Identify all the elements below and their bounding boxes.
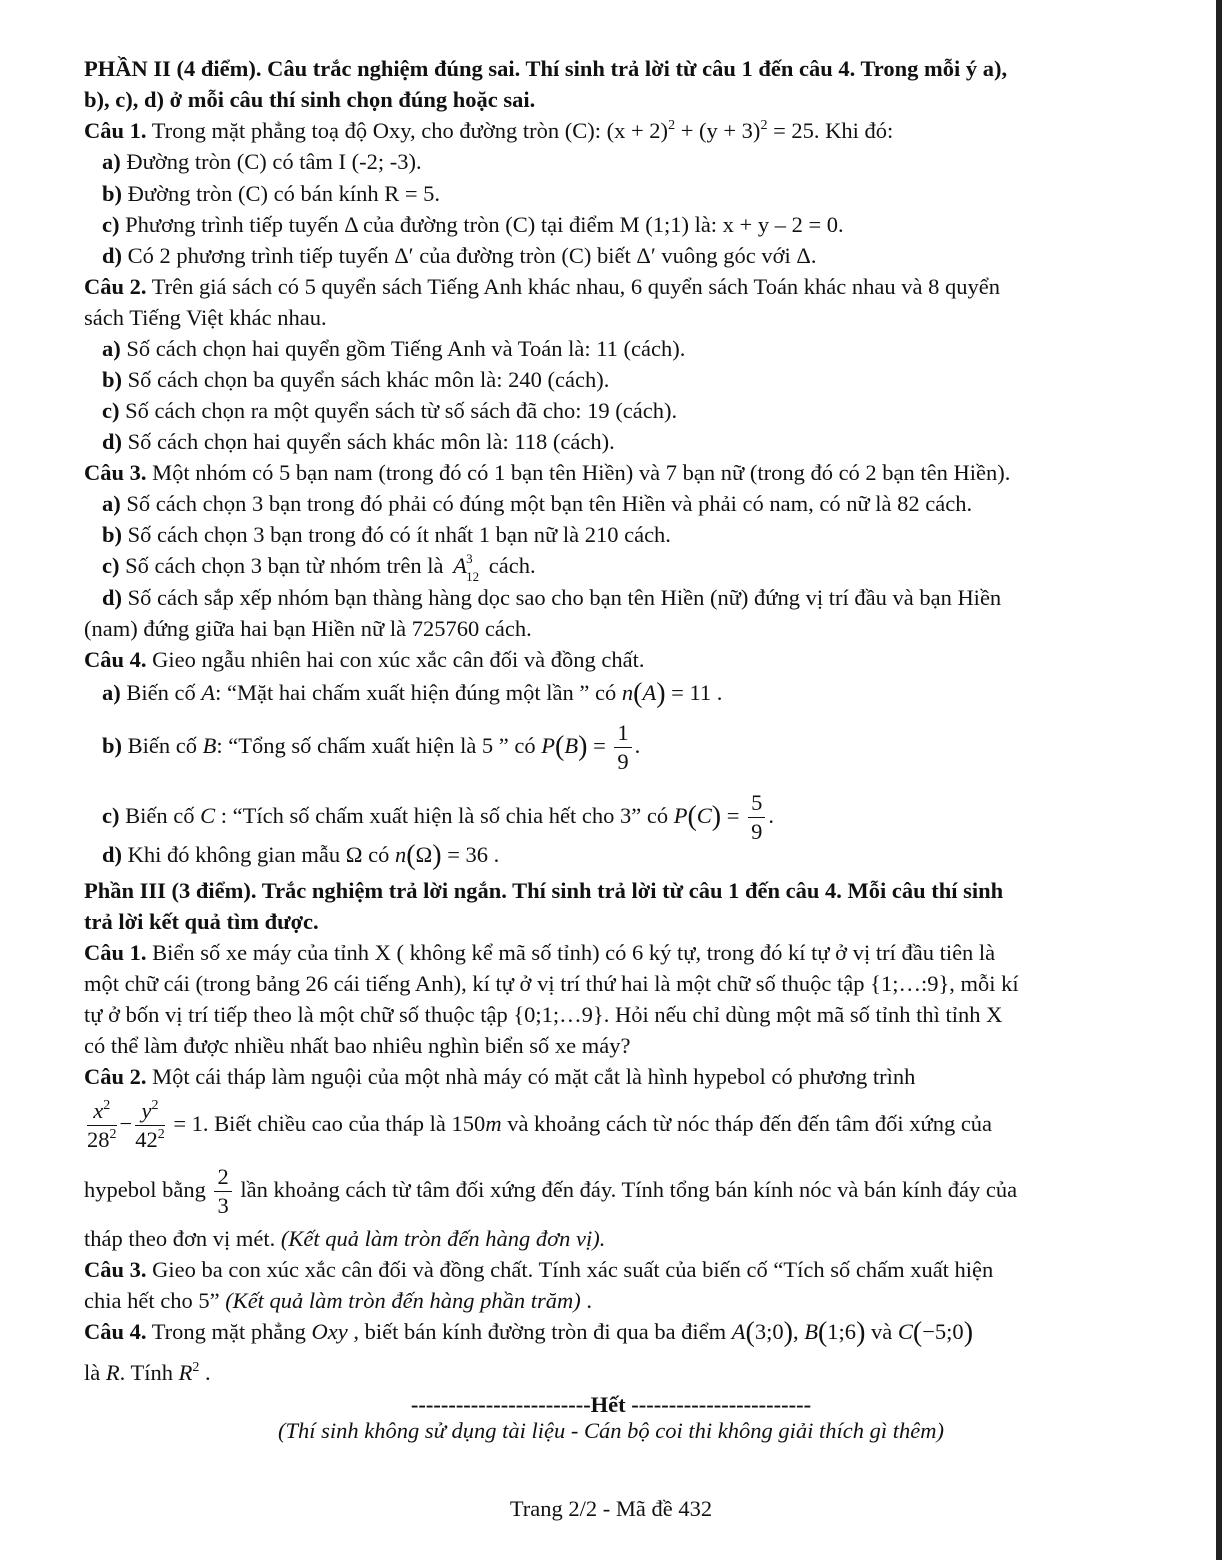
p2-q3-d-l2: (nam) đứng giữa hai bạn Hiền nữ là 725760 cách.	[84, 616, 532, 641]
part3-heading-line1: Phần III (3 điểm). Trắc nghiệm trả lời ngắn. Thí sinh trả lời từ câu 1 đến câu 4. Mỗi câu thí sinh	[84, 878, 1004, 903]
p2-q2-label: Câu 2.	[84, 274, 147, 299]
p3-q4-and: và	[865, 1319, 898, 1344]
p2-q3-b-text: Số cách chọn 3 bạn trong đó có ít nhất 1 bạn nữ là 210 cách.	[122, 522, 671, 547]
p2-q4-d-n: n	[394, 842, 407, 867]
page-info-text: Trang 2/2 - Mã đề 432	[509, 1496, 713, 1521]
p2-q1-d-text: Có 2 phương trình tiếp tuyến Δ′ của đường tròn (C) biết Δ′ vuông góc với Δ.	[122, 243, 817, 268]
p3-q3-l2	[84, 1287, 592, 1314]
p2-q3-a-text: Số cách chọn 3 bạn trong đó phải có đúng một bạn tên Hiền và phải có nam, có nữ là 82 cách.	[120, 491, 973, 516]
p2-q4-b-den: 9	[617, 749, 629, 775]
p2-q3-d-l1: Số cách sắp xếp nhóm bạn thàng hàng dọc sao cho bạn tên Hiền (nữ) đứng vị trí đầu và bạn Hiền	[122, 585, 1002, 610]
p3-q2-text4: tháp theo đơn vị mét.	[84, 1226, 281, 1251]
p2-q4-stem-text: Gieo ngẫu nhiên hai con xúc xắc cân đối và đồng chất.	[146, 647, 645, 672]
p3-q4-pB-c: 1;6	[827, 1319, 857, 1344]
p3-q4-l2-end: .	[199, 1360, 211, 1385]
p2-q2-d-text: Số cách chọn hai quyển sách khác môn là: 118 (cách).	[122, 429, 615, 454]
part2-heading-line1: PHẦN II (4 điểm). Câu trắc nghiệm đúng sai. Thí sinh trả lời từ câu 1 đến câu 4. Trong mỗi ý a),	[84, 56, 1008, 81]
p2-q4-a-n: n	[621, 680, 634, 705]
p3-q2-text3-post: lần khoảng cách từ tâm đối xứng đến đáy. Tính tổng bán kính nóc và bán kính đáy của	[234, 1177, 1018, 1202]
p3-q2-42: 42	[135, 1127, 158, 1153]
p3-q3-text2-italic: (Kết quả làm tròn đến hàng phần trăm)	[225, 1288, 581, 1313]
p2-q1-stem-mid: + (y + 3)	[675, 118, 761, 143]
p2-q1-c-label: c)	[102, 212, 120, 237]
p2-q2-stem-l1: Trên giá sách có 5 quyển sách Tiếng Anh khác nhau, 6 quyển sách Toán khác nhau và 8 quyển	[146, 274, 1000, 299]
p2-q1-b-text: Đường tròn (C) có bán kính R = 5.	[122, 181, 441, 206]
p3-q1-text4: có thể làm được nhiều nhất bao nhiêu nghìn biển số xe máy?	[84, 1033, 631, 1058]
p2-q1-a	[102, 148, 422, 175]
p2-q3-c-post: cách.	[483, 553, 536, 578]
p2-q4-b-num: 1	[614, 719, 631, 748]
p2-q3-c-sub: 12	[466, 569, 480, 584]
p3-q2-y: y	[141, 1098, 152, 1124]
p3-q4-mid: , biết bán kính đường tròn đi qua ba điểm	[347, 1319, 732, 1344]
p2-q4-d-label: d)	[102, 842, 123, 867]
footer-note-text: (Thí sinh không sử dụng tài liệu - Cán bộ coi thi không giải thích gì thêm)	[278, 1418, 944, 1443]
p2-q3-b	[102, 521, 671, 548]
p2-q4-c: c) Biến cố C : “Tích số chấm xuất hiện là số chia hết cho 3” có P(C) = $\frac{5}{9}$ .	[102, 790, 774, 845]
p3-q4-pC-c: −5;0	[922, 1319, 964, 1344]
p3-q3-label: Câu 3.	[84, 1257, 147, 1282]
p2-q4-a: a) Biến cố A: “Mặt hai chấm xuất hiện đúng một lần ” có n(A) = 11 .	[102, 678, 723, 709]
part3-heading-line2: trả lời kết quả tìm được.	[84, 909, 319, 934]
p2-q4-a-label: a)	[102, 680, 121, 705]
p2-q4-d-arg: Ω	[415, 842, 433, 867]
p2-q3-stem-text: Một nhóm có 5 bạn nam (trong đó có 1 bạn tên Hiền) và 7 bạn nữ (trong đó có 2 bạn tên Hiền).	[146, 460, 1011, 485]
p3-q4-label: Câu 4.	[84, 1319, 147, 1344]
p3-q4-l2-mid: . Tính	[119, 1360, 179, 1385]
p3-q2-unit: m	[485, 1111, 502, 1136]
p3-q3-text2-end: .	[580, 1288, 593, 1313]
p2-q2-stem-l2: sách Tiếng Việt khác nhau.	[84, 305, 327, 330]
p3-q2-label: Câu 2.	[84, 1064, 147, 1089]
p2-q4-label: Câu 4.	[84, 647, 147, 672]
p2-q4-b: b) Biến cố B: “Tổng số chấm xuất hiện là 5 ” có P(B) = $\frac{1}{9}$ .	[102, 720, 641, 775]
p2-q3-c-sup: 3	[466, 551, 473, 566]
part3-heading	[84, 877, 1003, 904]
p2-q2-a-label: a)	[102, 336, 121, 361]
p3-q1-text1: Biển số xe máy của tỉnh X ( không kể mã số tỉnh) có 6 ký tự, trong đó kí tự ở vị trí đầu tiên là	[146, 940, 996, 965]
p3-q2-text2: . Biết chiều cao của tháp là 150	[202, 1111, 486, 1136]
p3-q4-R: R	[105, 1360, 120, 1385]
p2-q1-a-label: a)	[102, 149, 121, 174]
p2-q4-d-pre: Khi đó không gian mẫu Ω có	[122, 842, 395, 867]
p2-q1-d-label: d)	[102, 243, 123, 268]
p2-q2-a-text: Số cách chọn hai quyển gồm Tiếng Anh và Toán là: 11 (cách).	[120, 336, 686, 361]
p2-q2-d	[102, 428, 615, 455]
p2-q4-c-fraction	[748, 789, 765, 846]
p2-q2-b-label: b)	[102, 367, 123, 392]
p2-q3-c-label: c)	[102, 553, 120, 578]
p2-q1-label: Câu 1.	[84, 118, 147, 143]
p2-q4-a-var: A	[201, 680, 216, 705]
p2-q3-label: Câu 3.	[84, 460, 147, 485]
p3-q1-l2	[84, 970, 1019, 997]
page-info	[0, 1495, 1222, 1522]
p3-q4-pC: C	[897, 1319, 913, 1344]
p2-q2-c-label: c)	[102, 398, 120, 423]
p2-q3-c	[102, 551, 536, 584]
p3-q1-l3	[84, 1001, 1002, 1028]
page-edge-border	[1216, 0, 1222, 1560]
p2-q1-b	[102, 180, 440, 207]
p2-q4-c-den: 9	[751, 819, 763, 845]
p3-q2-x: x	[93, 1098, 104, 1124]
p3-q2-frac-x: $\frac{x^2}{28^2}$	[87, 1098, 117, 1153]
p2-q2-c-text: Số cách chọn ra một quyển sách từ số sách đã cho: 19 (cách).	[119, 398, 678, 423]
p3-q3-l1	[84, 1256, 993, 1283]
p2-q3-d-label: d)	[102, 585, 123, 610]
p3-q2-frac-23	[214, 1163, 231, 1220]
p2-q4-c-arg: C	[696, 803, 712, 828]
p2-q2-stem-cont	[84, 304, 327, 331]
p2-q4-b-arg: B	[564, 733, 579, 758]
p3-q1-l1	[84, 939, 995, 966]
p2-q4-c-label: c)	[102, 803, 120, 828]
p2-q1-c	[102, 211, 844, 238]
p3-q2-3: 3	[217, 1193, 229, 1219]
p3-q1-l4	[84, 1032, 630, 1059]
p3-q4-pB: B	[804, 1319, 818, 1344]
p2-q2-b-text: Số cách chọn ba quyển sách khác môn là: 240 (cách).	[122, 367, 610, 392]
p2-q3-b-label: b)	[102, 522, 123, 547]
p3-q2-l3	[84, 1160, 1017, 1220]
p2-q4-c-var: C	[200, 803, 216, 828]
p2-q2-stem	[84, 273, 1000, 300]
p3-q4-pA: A	[731, 1319, 746, 1344]
p3-q2-text2-end: và khoảng cách từ nóc tháp đến đến tâm đối xứng của	[501, 1111, 993, 1136]
p3-q2-2: 2	[214, 1163, 231, 1192]
part2-heading-cont	[84, 86, 535, 113]
p2-q3-c-pre: Số cách chọn 3 bạn từ nhóm trên là	[119, 553, 444, 578]
p3-q4-l2-pre: là	[84, 1360, 106, 1385]
p2-q4-b-var: B	[202, 733, 217, 758]
p2-q1-sq2: 2	[760, 118, 768, 133]
p3-q4-pre: Trong mặt phẳng	[146, 1319, 312, 1344]
p2-q1-a-text: Đường tròn (C) có tâm I (-2; -3).	[120, 149, 422, 174]
end-marker-text: ------------------------Hết ------------------------	[410, 1392, 812, 1417]
p3-q4-oxy: Oxy	[311, 1319, 348, 1344]
footer-note	[0, 1417, 1222, 1444]
p2-q4-b-pre: Biến cố	[122, 733, 203, 758]
p2-q2-d-label: d)	[102, 429, 123, 454]
p2-q4-b-label: b)	[102, 733, 123, 758]
p2-q4-c-pre: Biến cố	[119, 803, 201, 828]
p2-q4-b-fraction	[614, 719, 631, 776]
part2-heading	[84, 55, 1007, 82]
p3-q4-l1: Câu 4. Trong mặt phẳng Oxy , biết bán kính đường tròn đi qua ba điểm A(3;0), B(1;6) và C(−5;0)	[84, 1317, 974, 1348]
p2-q3-stem	[84, 459, 1010, 486]
p2-q4-a-arg: A	[642, 680, 657, 705]
p2-q1-d	[102, 242, 817, 269]
p2-q4-a-val: = 11 .	[665, 680, 723, 705]
p2-q4-a-pre: Biến cố	[120, 680, 202, 705]
end-marker	[0, 1391, 1222, 1418]
p2-q1-stem	[84, 117, 893, 144]
p3-q4-l2: là R. Tính $R^2$ .	[84, 1360, 211, 1385]
p2-q3-a-label: a)	[102, 491, 121, 516]
p3-q1-text2: một chữ cái (trong bảng 26 cái tiếng Anh), kí tự ở vị trí thứ hai là một chữ số thuộc tập {1;…:9}, mỗi kí	[84, 971, 1019, 996]
p2-q4-c-P: P	[673, 803, 688, 828]
p2-q4-b-P: P	[541, 733, 556, 758]
p2-q1-c-text: Phương trình tiếp tuyến Δ của đường tròn (C) tại điểm M (1;1) là: x + y – 2 = 0.	[119, 212, 844, 237]
p3-q4-pA-c: 3;0	[754, 1319, 784, 1344]
p3-q2-text4-italic: (Kết quả làm tròn đến hàng đơn vị).	[280, 1226, 606, 1251]
p2-q3-d-cont	[84, 615, 532, 642]
part3-heading-cont	[84, 908, 319, 935]
p2-q3-d	[102, 584, 1001, 611]
p3-q2-frac-y: $\frac{y^2}{42^2}$	[135, 1098, 165, 1153]
p2-q4-a-mid: : “Mặt hai chấm xuất hiện đúng một lần ” có	[215, 680, 622, 705]
p3-q2-text1: Một cái tháp làm nguội của một nhà máy có mặt cắt là hình hypebol có phương trình	[146, 1064, 916, 1089]
p2-q3-c-A: A	[453, 553, 467, 578]
p2-q4-b-mid: : “Tổng số chấm xuất hiện là 5 ” có	[216, 733, 542, 758]
p3-q3-text2: chia hết cho 5”	[84, 1288, 226, 1313]
p2-q1-b-label: b)	[102, 181, 123, 206]
p2-q4-c-num: 5	[748, 789, 765, 818]
p2-q1-stem-text: Trong mặt phẳng toạ độ Oxy, cho đường tròn (C): (x + 2)	[146, 118, 669, 143]
p3-q1-text3: tự ở bốn vị trí tiếp theo là một chữ số thuộc tập {0;1;…9}. Hỏi nếu chỉ dùng một mã số tỉnh thì tỉnh X	[84, 1002, 1003, 1027]
p3-q2-l4	[84, 1225, 605, 1252]
p2-q3-a	[102, 490, 972, 517]
p3-q2-text3-pre: hypebol bằng	[84, 1177, 206, 1202]
p2-q1-stem-end: = 25. Khi đó:	[767, 118, 894, 143]
p2-q4-stem	[84, 646, 644, 673]
p3-q2-l1	[84, 1063, 915, 1090]
p2-q2-b	[102, 366, 609, 393]
p3-q2-28: 28	[87, 1127, 110, 1153]
part2-heading-line2: b), c), d) ở mỗi câu thí sinh chọn đúng hoặc sai.	[84, 87, 536, 112]
p2-q4-c-mid: : “Tích số chấm xuất hiện là số chia hết cho 3” có	[215, 803, 674, 828]
p2-q1-sq1: 2	[668, 118, 676, 133]
p3-q1-label: Câu 1.	[84, 940, 147, 965]
p2-q2-c	[102, 397, 677, 424]
p3-q2-l2: $\frac{x^2}{28^2}$ − $\frac{y^2}{42^2}$ = 1. Biết chiều cao của tháp là 150m và khoảng cách từ nóc tháp đến đến tâm đối xứng của	[87, 1098, 993, 1153]
p2-q2-a	[102, 335, 685, 362]
p2-q4-d-val: = 36 .	[441, 842, 500, 867]
p3-q3-text1: Gieo ba con xúc xắc cân đối và đồng chất. Tính xác suất của biến cố “Tích số chấm xuất hiện	[146, 1257, 994, 1282]
p3-q4-R2: R	[178, 1360, 193, 1385]
p2-q3-c-arrangement	[453, 551, 480, 584]
p3-q2-eq: = 1	[167, 1111, 203, 1136]
p2-q4-d: d) Khi đó không gian mẫu Ω có n(Ω) = 36 .	[102, 840, 500, 871]
